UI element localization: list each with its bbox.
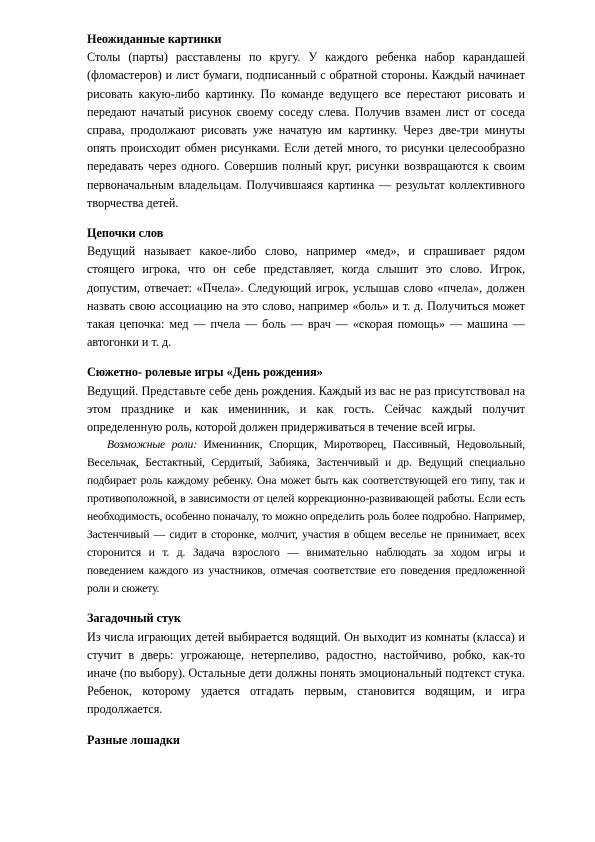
section-paragraph: Ведущий называет какое-либо слово, например «мед», и спрашивает рядом стоящего игрока, что он себе представляет, когда слышит это слово. Игрок, допустим, отвечает: «Пчела». Следующий игрок, услышав слово «пчела», должен назвать свою ассоциацию на это слово, например «боль» и т. д. Получиться может такая цепочка: мед — пчела — боль — врач — «скорая помощь» — машина — автогонки и т. д. [87,244,525,350]
section-heading: Сюжетно- ролевые игры «День рождения» [87,365,323,380]
roles-text: Именинник, Спорщик, Миротворец, Пассивный, Недовольный, Весельчак, Бестактный, Сердитый, Забияка, Застенчивый и др. Ведущий специально подбирает роль каждому ребенку. Она может быть как соответствующей его типу, так и противоположной, в зависимости от целей коррекционно-развивающей работы. Если есть необходимость, особенно поначалу, то можно определить роль более подробно. Например, Застенчивый — сидит в сторонке, молчит, участия в общем веселье не принимает, всех сторонится и т. д. Задача взрослого — внимательно наблюдать за ходом игры и поведением каждого из участников, отмечая соответствие его поведения предложенной роли и сюжету. [87,438,525,595]
section-heading: Цепочки слов [87,226,164,241]
section-paragraph: Ведущий. Представьте себе день рождения. Каждый из вас не раз присутствовал на этом празднике и как именинник, и как гость. Сейчас каждый получит определенную роль, которой должен придерживаться в течение всей игры. [87,383,525,435]
section-heading: Неожиданные картинки [87,32,222,46]
roles-paragraph [87,436,525,597]
section-word-chains [87,224,525,351]
section-spacer [87,597,525,609]
section-unexpected-pictures [87,30,525,212]
roles-label: Возможные роли: [107,438,197,452]
section-spacer [87,212,525,224]
section-heading: Загадочный стук [87,611,181,626]
section-paragraph: Столы (парты) расставлены по кругу. У каждого ребенка набор карандашей (фломастеров) и лист бумаги, подписанный с обратной стороны. Каждый начинает рисовать какую-либо картинку. По команде ведущего все перестают рисовать и передают начатый рисунок своему соседу слева. Получив взамен лист от соседа справа, продолжают рисовать уже начатую им картинку. Через две-три минуты опять происходит обмен рисунками. Если детей много, то рисунки целесообразно передавать через одного. Совершив полный круг, рисунки возвращаются к своим первоначальным владельцам. Получившаяся картинка — результат коллективного творчества детей. [87,50,525,210]
section-birthday-roleplay [87,363,525,597]
section-different-horses [87,731,525,749]
section-spacer [87,351,525,363]
section-mysterious-knock [87,609,525,718]
section-spacer [87,719,525,731]
document-page [87,30,525,749]
section-paragraph: Из числа играющих детей выбирается водящий. Он выходит из комнаты (класса) и стучит в дверь: угрожающе, нетерпеливо, радостно, настойчиво, робко, как-то иначе (по выбору). Остальные дети должны понять эмоциональный подтекст стука. Ребенок, которому удается отгадать первым, становится водящим, и игра продолжается. [87,629,525,717]
section-heading: Разные лошадки [87,732,180,747]
